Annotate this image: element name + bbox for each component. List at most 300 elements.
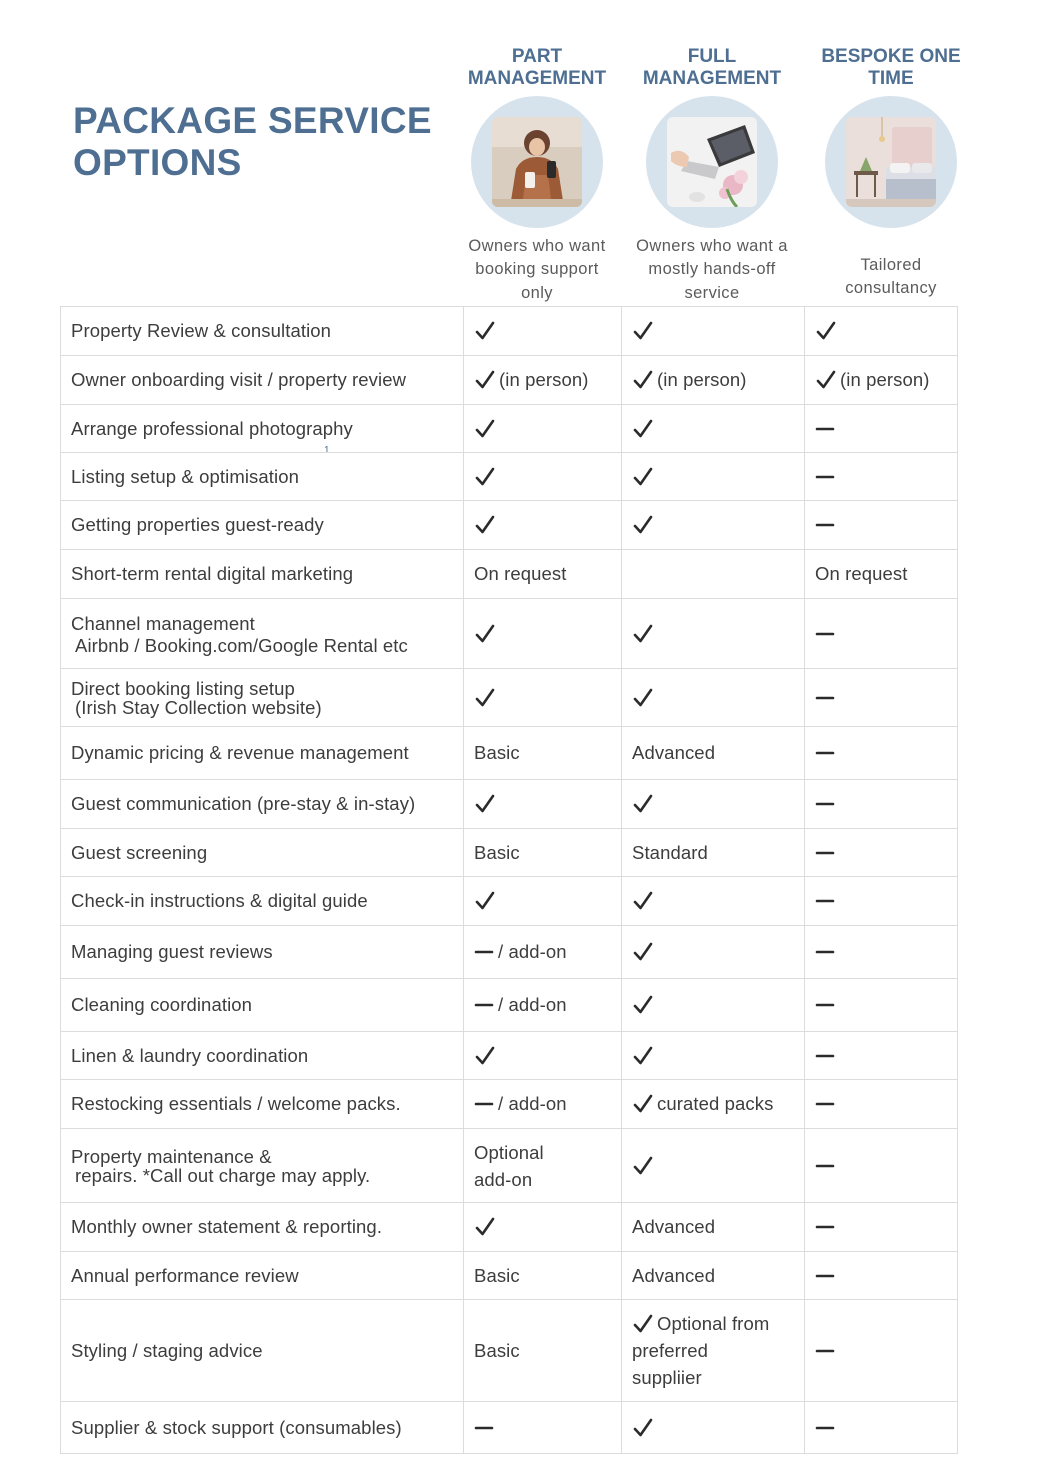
feature-label: Getting properties guest-ready: [71, 514, 324, 535]
table-row: [61, 453, 958, 501]
check-icon: [632, 1045, 654, 1067]
dash-icon: [815, 1046, 835, 1066]
check-icon: [632, 1417, 654, 1439]
feature-cell: [61, 1129, 464, 1203]
check-icon: [815, 320, 837, 342]
plan-cell: [464, 1252, 622, 1300]
check-icon: [632, 1313, 654, 1335]
plan-desc-line: only: [521, 283, 553, 302]
feature-cell: [61, 453, 464, 501]
feature-cell: [61, 926, 464, 979]
check-icon: [632, 369, 654, 391]
cell-content: [815, 1094, 947, 1114]
cell-content: [474, 1264, 611, 1288]
feature-label: Airbnb / Booking.com/Google Rental etc: [75, 635, 408, 656]
cell-content: [632, 1215, 794, 1239]
cell-content: [815, 743, 947, 763]
feature-label: Supplier & stock support (consumables): [71, 1416, 402, 1438]
plan-desc-line: mostly hands-off: [648, 260, 776, 279]
cell-note: (in person): [499, 369, 589, 390]
cell-value-line: [632, 1310, 769, 1337]
feature-cell: [61, 1402, 464, 1454]
plan-cell: [622, 501, 805, 550]
cell-content: [815, 467, 947, 487]
service-comparison-table: [60, 306, 958, 1454]
plan-name: [447, 40, 627, 90]
plan-cell: [805, 356, 958, 405]
dash-icon: [815, 891, 835, 911]
cell-content: [632, 1092, 794, 1116]
cell-value: Standard: [632, 841, 708, 863]
check-icon: [474, 687, 496, 709]
feature-label: Check-in instructions & digital guide: [71, 890, 368, 911]
cell-content: [474, 793, 611, 815]
cell-note: preferred: [632, 1340, 708, 1361]
cell-content: [632, 793, 794, 815]
plan-cell: [464, 1129, 622, 1203]
dash-icon: [815, 995, 835, 1015]
plan-photo-frame: [471, 96, 603, 228]
check-icon: [632, 941, 654, 963]
check-icon: [474, 369, 496, 391]
table-row: [61, 1252, 958, 1300]
table-row: [61, 501, 958, 550]
table-row: [61, 829, 958, 877]
dash-icon: [815, 1217, 835, 1237]
cell-content: [474, 623, 611, 645]
feature-cell: [61, 829, 464, 877]
check-icon: [474, 320, 496, 342]
table-row: [61, 1402, 958, 1454]
plan-cell: [805, 669, 958, 727]
plan-description: [447, 234, 627, 306]
cell-content: [474, 1339, 611, 1363]
cell-value: Basic: [474, 841, 520, 863]
plan-cell: [464, 780, 622, 829]
cell-content: [474, 418, 611, 440]
feature-label: Owner onboarding visit / property review: [71, 369, 407, 390]
cell-note: Optional from: [657, 1313, 770, 1334]
dash-icon: [815, 467, 835, 487]
cell-content: [815, 1266, 947, 1286]
table-row: [61, 926, 958, 979]
plan-cell: [464, 979, 622, 1032]
feature-cell: [61, 307, 464, 356]
cell-content: [474, 320, 611, 342]
feature-cell: [61, 1252, 464, 1300]
plan-photo-frame: [646, 96, 778, 228]
table-row: [61, 1129, 958, 1203]
check-icon: [474, 466, 496, 488]
cell-content: [632, 1264, 794, 1288]
cell-content: [815, 995, 947, 1015]
table-row: [61, 1080, 958, 1129]
dash-icon: [815, 515, 835, 535]
check-icon: [474, 623, 496, 645]
plan-name-line-2: MANAGEMENT: [467, 68, 607, 89]
plan-cell: [622, 1203, 805, 1252]
check-icon: [632, 514, 654, 536]
cell-content: [632, 741, 794, 765]
cell-content: [474, 562, 611, 586]
plan-cell: [805, 501, 958, 550]
plan-name-line-2: MANAGEMENT: [642, 68, 782, 89]
plan-cell: [805, 1032, 958, 1080]
plan-name-line-1: PART: [511, 46, 563, 67]
plan-cell: [464, 501, 622, 550]
cell-value-line: [632, 1364, 769, 1391]
feature-label: Managing guest reviews: [71, 941, 273, 962]
cell-content: [474, 687, 611, 709]
plan-cell: [622, 1252, 805, 1300]
cell-content: [632, 890, 794, 912]
check-icon: [474, 418, 496, 440]
plan-cell: [464, 550, 622, 599]
plan-desc-line: booking support: [475, 260, 599, 279]
feature-label: Guest screening: [71, 841, 208, 863]
plan-cell: [464, 405, 622, 453]
cell-content: [632, 841, 794, 865]
plan-description: [622, 234, 802, 306]
plan-cell: [622, 1080, 805, 1129]
plan-name-line-2: TIME: [868, 68, 914, 89]
feature-cell: [61, 877, 464, 926]
cell-note: suppliier: [632, 1367, 702, 1388]
plan-desc-line: Tailored: [860, 255, 922, 274]
feature-cell: [61, 1032, 464, 1080]
feature-label: Channel management: [71, 613, 255, 634]
dash-icon: [815, 1156, 835, 1176]
plan-cell: [622, 727, 805, 780]
table-row: [61, 1203, 958, 1252]
cell-content: [474, 1045, 611, 1067]
cell-content: [815, 1341, 947, 1361]
plan-cell: [464, 453, 622, 501]
feature-cell: [61, 1203, 464, 1252]
cell-content: [474, 940, 611, 964]
cell-value-line: add-on: [474, 1168, 533, 1190]
feature-label: (Irish Stay Collection website): [75, 696, 322, 718]
table-row: [61, 727, 958, 780]
dash-icon: [815, 688, 835, 708]
plan-name-line-1: BESPOKE ONE: [821, 46, 961, 67]
cell-value-line: Optional: [474, 1141, 544, 1163]
cell-content: [815, 1156, 947, 1176]
plan-desc-line: service: [684, 283, 740, 302]
cell-value: Basic: [474, 1339, 520, 1361]
dash-icon: [815, 624, 835, 644]
plan-cell: [464, 829, 622, 877]
cell-content: [474, 1139, 611, 1193]
cell-content: [632, 941, 794, 963]
cell-content: [815, 942, 947, 962]
feature-label: Annual performance review: [71, 1264, 299, 1286]
dash-icon: [815, 743, 835, 763]
dash-icon: [474, 995, 494, 1015]
dash-icon: [815, 843, 835, 863]
plan-cell: [805, 780, 958, 829]
dash-icon: [474, 1094, 494, 1114]
feature-cell: [61, 1300, 464, 1402]
plan-photo-frame: [825, 96, 957, 228]
cell-note: curated packs: [657, 1093, 774, 1114]
plan-cell: [622, 307, 805, 356]
cell-content: [474, 1216, 611, 1238]
check-icon: [474, 793, 496, 815]
feature-label: Dynamic pricing & revenue management: [71, 742, 409, 763]
feature-label: Guest communication (pre-stay & in-stay): [71, 793, 416, 814]
plan-cell: [622, 926, 805, 979]
plan-header-full: [622, 40, 802, 306]
plan-name: [801, 40, 981, 90]
cell-content: [632, 320, 794, 342]
table-row: [61, 405, 958, 453]
plan-cell: [805, 727, 958, 780]
cell-value: On request: [815, 563, 908, 584]
feature-label: repairs. *Call out charge may apply.: [75, 1164, 371, 1186]
table-row: [61, 550, 958, 599]
cell-value: Basic: [474, 742, 520, 763]
feature-label: Cleaning coordination: [71, 994, 253, 1015]
plan-cell: [464, 926, 622, 979]
cell-content: [815, 1418, 947, 1438]
plan-header-part: [447, 40, 627, 306]
feature-cell: [61, 501, 464, 550]
check-icon: [632, 687, 654, 709]
cell-note: / add-on: [498, 941, 567, 962]
plan-name: [622, 40, 802, 90]
plan-desc-line: Owners who want: [468, 236, 606, 255]
plan-cell: [805, 979, 958, 1032]
table-row: [61, 1032, 958, 1080]
page-title-line-2: OPTIONS: [73, 142, 242, 183]
plan-cell: [464, 1402, 622, 1454]
check-icon: [474, 890, 496, 912]
table-row: [61, 780, 958, 829]
check-icon: [632, 994, 654, 1016]
cell-value: Advanced: [632, 1264, 716, 1286]
plan-cell: [805, 877, 958, 926]
cell-content: [632, 1417, 794, 1439]
plan-name-line-1: FULL: [687, 46, 737, 67]
cell-content: [474, 1092, 611, 1116]
laptop-desk-photo: [667, 117, 757, 207]
cell-content: [474, 890, 611, 912]
plan-cell: [622, 405, 805, 453]
feature-cell: [61, 405, 464, 453]
table-row: [61, 1300, 958, 1402]
cell-value-stack: [474, 1139, 544, 1193]
feature-label: Short-term rental digital marketing: [71, 563, 354, 584]
plan-cell: [464, 356, 622, 405]
cell-note: / add-on: [498, 994, 567, 1015]
cell-content: [474, 368, 611, 392]
cell-content: [815, 515, 947, 535]
plan-cell: [464, 727, 622, 780]
plan-cell: [622, 829, 805, 877]
plan-cell: [464, 1080, 622, 1129]
feature-label: Listing setup & optimisation: [71, 465, 300, 487]
plan-cell: [464, 307, 622, 356]
feature-cell: [61, 979, 464, 1032]
plan-cell: [805, 1129, 958, 1203]
feature-cell: [61, 727, 464, 780]
cell-note: (in person): [840, 369, 930, 390]
plan-cell: [622, 877, 805, 926]
table-row: [61, 669, 958, 727]
plan-cell: [805, 829, 958, 877]
plan-cell: [622, 979, 805, 1032]
cell-content: [815, 794, 947, 814]
cell-content: [815, 419, 947, 439]
cell-value: Basic: [474, 1264, 520, 1286]
table-row: [61, 599, 958, 669]
dash-icon: [474, 942, 494, 962]
feature-label: Monthly owner statement & reporting.: [71, 1216, 383, 1237]
plan-desc-line: Owners who want a: [636, 236, 788, 255]
cell-content: [632, 1045, 794, 1067]
check-icon: [632, 623, 654, 645]
cell-note: / add-on: [498, 1093, 567, 1114]
cell-content: [474, 741, 611, 765]
plan-cell: [464, 1203, 622, 1252]
cell-value: Advanced: [632, 1216, 716, 1237]
feature-cell: [61, 599, 464, 669]
dash-icon: [815, 794, 835, 814]
cell-value: On request: [474, 563, 567, 584]
plan-cell: [805, 1402, 958, 1454]
plan-cell: [805, 550, 958, 599]
feature-cell: [61, 356, 464, 405]
feature-label: Direct booking listing setup: [71, 677, 295, 699]
plan-cell: [805, 1080, 958, 1129]
plan-cell: [622, 1032, 805, 1080]
feature-cell: [61, 780, 464, 829]
feature-label: Property maintenance &: [71, 1145, 272, 1167]
plan-cell: [622, 599, 805, 669]
cell-content: [815, 320, 947, 342]
check-icon: [632, 1093, 654, 1115]
feature-label: Restocking essentials / welcome packs.: [71, 1093, 401, 1114]
plan-cell: [464, 1300, 622, 1402]
cell-content: [632, 466, 794, 488]
cell-content: [632, 418, 794, 440]
cell-value-stack: [632, 1310, 769, 1391]
plan-cell: [622, 453, 805, 501]
cell-content: [632, 687, 794, 709]
dash-icon: [815, 942, 835, 962]
dash-icon: [815, 1341, 835, 1361]
plan-cell: [805, 1203, 958, 1252]
cell-content: [632, 1155, 794, 1177]
cell-content: [815, 1217, 947, 1237]
plan-cell: [805, 1300, 958, 1402]
cell-value-line: [632, 1337, 769, 1364]
check-icon: [474, 1216, 496, 1238]
feature-cell: [61, 669, 464, 727]
dash-icon: [815, 419, 835, 439]
check-icon: [474, 514, 496, 536]
cell-content: [474, 1418, 611, 1438]
cell-content: [632, 994, 794, 1016]
cell-content: [815, 1046, 947, 1066]
feature-cell: [61, 1080, 464, 1129]
plan-cell: [622, 1129, 805, 1203]
plan-cell: [622, 780, 805, 829]
dash-icon: [815, 1094, 835, 1114]
check-icon: [632, 466, 654, 488]
plan-cell: [622, 550, 805, 599]
cell-content: [815, 891, 947, 911]
cell-content: [474, 993, 611, 1017]
cell-content: [815, 562, 947, 586]
check-icon: [632, 890, 654, 912]
plan-cell: [805, 599, 958, 669]
cell-content: [632, 1310, 794, 1391]
footnote-marker: 1: [324, 445, 330, 456]
check-icon: [632, 418, 654, 440]
cell-content: [474, 841, 611, 865]
dash-icon: [815, 1266, 835, 1286]
check-icon: [632, 1155, 654, 1177]
plan-cell: [464, 669, 622, 727]
table-row: [61, 307, 958, 356]
plan-cell: [464, 1032, 622, 1080]
plan-desc-line: consultancy: [845, 279, 937, 297]
cell-content: [815, 368, 947, 392]
cell-content: [632, 368, 794, 392]
table-row: [61, 356, 958, 405]
cell-value: Advanced: [632, 742, 716, 763]
check-icon: [474, 1045, 496, 1067]
plan-cell: [805, 453, 958, 501]
plan-cell: [805, 1252, 958, 1300]
cell-content: [632, 623, 794, 645]
feature-cell: [61, 550, 464, 599]
dash-icon: [815, 1418, 835, 1438]
woman-with-coffee-photo: [492, 117, 582, 207]
check-icon: [632, 793, 654, 815]
plan-cell: [622, 669, 805, 727]
feature-label: Styling / staging advice: [71, 1339, 263, 1361]
plan-cell: [464, 877, 622, 926]
feature-label: Arrange professional photography: [71, 417, 353, 439]
cell-content: [474, 514, 611, 536]
feature-label: Linen & laundry coordination: [71, 1044, 309, 1066]
plan-cell: [805, 307, 958, 356]
table-row: [61, 979, 958, 1032]
cell-content: [815, 843, 947, 863]
page-title-line-1: PACKAGE SERVICE: [73, 100, 432, 141]
bedroom-photo: [846, 117, 936, 207]
plan-cell: [805, 405, 958, 453]
page-title: [73, 100, 433, 184]
plan-cell: [464, 599, 622, 669]
cell-content: [815, 688, 947, 708]
cell-content: [815, 624, 947, 644]
plan-cell: [622, 356, 805, 405]
plan-cell: [622, 1300, 805, 1402]
plan-cell: [622, 1402, 805, 1454]
check-icon: [815, 369, 837, 391]
plan-header-bespoke: [801, 40, 981, 306]
plan-description: [801, 234, 981, 306]
feature-label: Property Review & consultation: [71, 320, 332, 341]
dash-icon: [474, 1418, 494, 1438]
cell-content: [474, 466, 611, 488]
table-row: [61, 877, 958, 926]
check-icon: [632, 320, 654, 342]
